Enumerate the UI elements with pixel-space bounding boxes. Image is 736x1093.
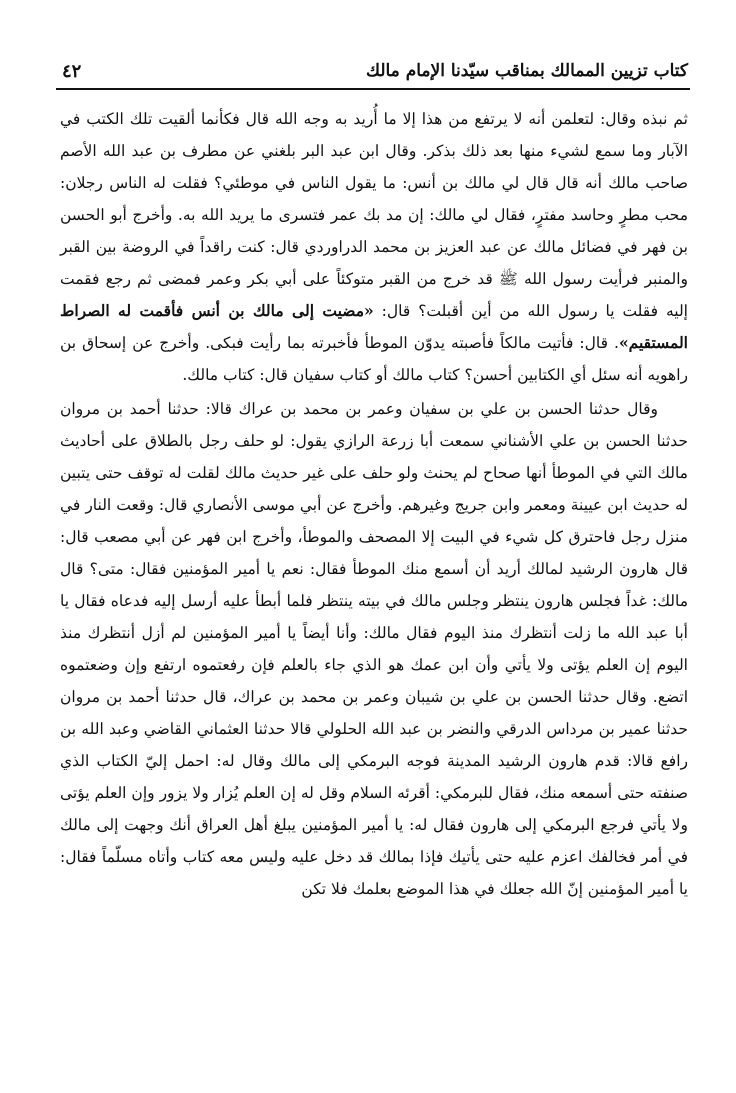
page-number: ٤٢ <box>62 60 82 82</box>
header-divider <box>56 88 690 90</box>
body-text <box>60 103 688 905</box>
bold-quote: «مضيت إلى مالك بن أنس فأقمت له الصراط المستقيم» <box>60 301 688 352</box>
paragraph <box>60 103 688 391</box>
text-run: . قال: فأتيت مالكاً فأصبته يدوّن الموطأ فأخبرته بما رأيت فبكى. وأخرج عن إسحاق بن راهويه أنه سئل أي الكتابين أحسن؟ كتاب مالك أو كتاب سفيان قال: كتاب مالك. <box>60 334 688 384</box>
running-title: كتاب تزيين الممالك بمناقب سيّدنا الإمام مالك <box>366 61 688 81</box>
page-header <box>62 54 688 88</box>
text-run: وقال حدثنا الحسن بن علي بن سفيان وعمر بن محمد بن عراك قالا: حدثنا أحمد بن مروان حدثنا الحسن بن علي الأشناني سمعت أبا زرعة الرازي يقول: لو حلف رجل بالطلاق على أحاديث مالك التي في الموطأ أنها صحاح لم يحنث ولو حلف على غير حديث مالك لقلت له توقف حتى يتبين له حديث ابن عيينة ومعمر وابن جريج وغيرهم. وأخرج عن أبي موسى الأنصاري قال: وقعت النار في منزل رجل فاحترق كل شيء في البيت إلا المصحف والموطأ، وأخرج ابن فهر عن أبي مصعب قال: قال هارون الرشيد لمالك أريد أن أسمع منك الموطأ فقال: نعم يا أمير المؤمنين فقال: متى؟ قال مالك: غداً فجلس هارون ينتظر وجلس مالك في بيته ينتظر فلما أبطأ عليه أرسل إليه فدعاه فقال يا أبا عبد الله ما زلت أنتظرك منذ اليوم فقال مالك: وأنا أيضاً يا أمير المؤمنين لم أزل أنتظرك منذ اليوم إن العلم يؤتى ولا يأتي وأن ابن عمك هو الذي جاء بالعلم فإن رفعتموه ارتفع وإن وضعتموه اتضع. وقال حدثنا الحسن بن علي بن شيبان وعمر بن محمد بن عراك، قال حدثنا أحمد بن مروان حدثنا عمير بن مرداس الدرقي والنضر بن عبد الله الحلولي قالا حدثنا العثماني القاضي وعبد الله بن رافع قالا: قدم هارون الرشيد المدينة فوجه البرمكي إلى مالك وقال له: احمل إليّ الكتاب الذي صنفته حتى أسمعه منك، فقال للبرمكي: أقرئه السلام وقل له إن العلم يُزار ولا يزور وإن العلم يؤتى ولا يأتي فرجع البرمكي إلى هارون فقال له: يا أمير المؤمنين يبلغ أهل العراق أنك وجهت إلى مالك في أمر فخالفك اعزم عليه حتى يأتيك فإذا بمالك قد دخل عليه وليس معه كتاب وأتاه مسلّماً فقال: يا أمير المؤمنين إنّ الله جعلك في هذا الموضع بعلمك فلا تكن <box>60 400 688 898</box>
text-run: ثم نبذه وقال: لتعلمن أنه لا يرتفع من هذا إلا ما أُريد به وجه الله قال فكأنما ألقيت تلك الكتب في الآبار وما سمع لشيء منها بعد ذلك بذكر. وقال ابن عبد البر بلغني عن مطرف بن عبد الله الأصم صاحب مالك أنه قال قال لي مالك بن أنس: ما يقول الناس في موطئي؟ فقلت له الناس رجلان: محب مطرٍ وحاسد مفترٍ، فقال لي مالك: إن مد بك عمر فتسرى ما يريد الله به. وأخرج أبو الحسن بن فهر في فضائل مالك عن عبد العزيز بن محمد الدراوردي قال: كنت راقداً في الروضة بين القبر والمنبر فرأيت رسول الله ﷺ قد خرج من القبر متوكئاً على أبي بكر وعمر فمضى ثم رجع فقمت إليه فقلت يا رسول الله من أين أقبلت؟ قال: <box>60 110 688 320</box>
paragraph <box>60 393 688 905</box>
